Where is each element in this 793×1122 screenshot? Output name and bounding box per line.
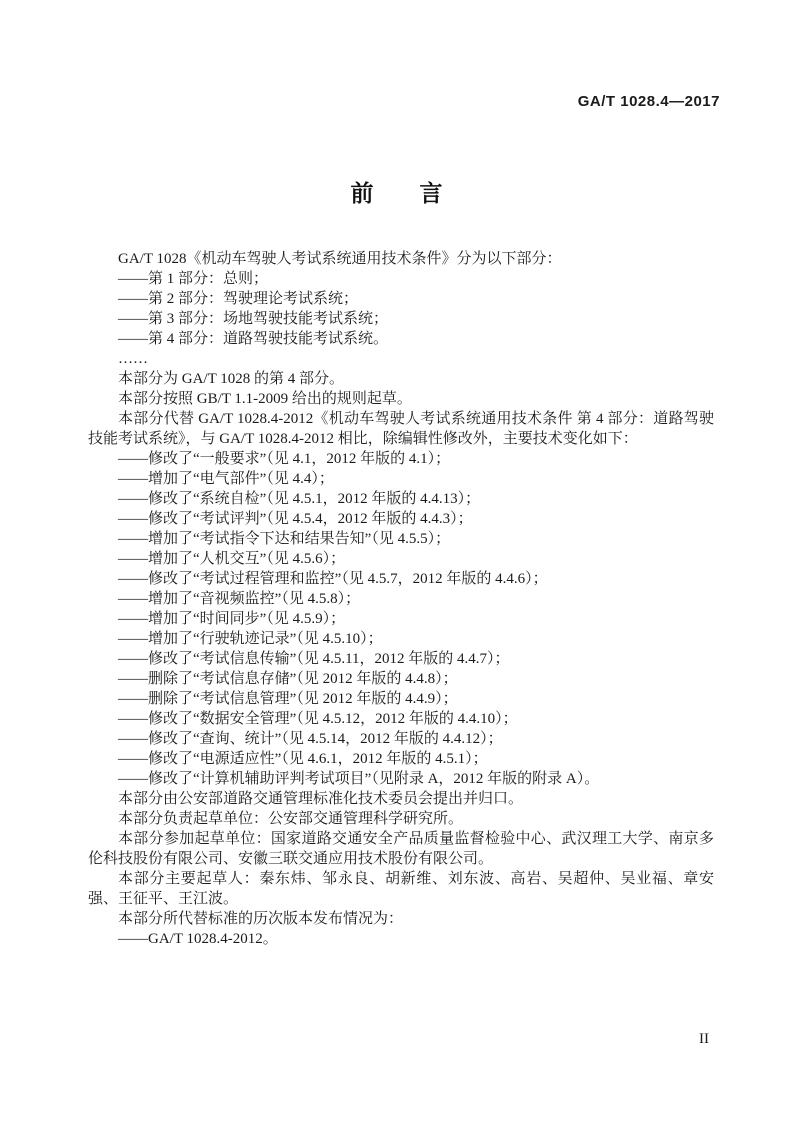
paragraph: 本部分为 GA/T 1028 的第 4 部分。 xyxy=(118,371,344,387)
paragraph: 本部分所代替标准的历次版本发布情况为： xyxy=(118,911,404,927)
page-title: 前 言 xyxy=(350,180,443,206)
change-list-item: ——增加了“人机交互”（见 4.5.6）； xyxy=(118,551,346,567)
change-list-item: ——修改了“考试过程管理和监控”（见 4.5.7，2012 年版的 4.4.6）； xyxy=(118,571,548,587)
part-list-item: ——第 4 部分：道路驾驶技能考试系统。 xyxy=(118,331,389,347)
change-list-item: ——修改了“考试评判”（见 4.5.4，2012 年版的 4.4.3）； xyxy=(118,511,473,527)
history-list-item: ——GA/T 1028.4-2012。 xyxy=(118,931,278,947)
change-list-item: ——增加了“考试指令下达和结果告知”（见 4.5.5）； xyxy=(118,531,451,547)
change-list-item: ——修改了“系统自检”（见 4.5.1，2012 年版的 4.4.13）； xyxy=(118,491,481,507)
change-list-item: ——删除了“考试信息管理”（见 2012 年版的 4.4.9）； xyxy=(118,691,458,707)
part-list-item: ——第 1 部分：总则； xyxy=(118,271,269,287)
change-list-item: ——增加了“音视频监控”（见 4.5.8）； xyxy=(118,591,361,607)
paragraph: 本部分负责起草单位：公安部交通管理科学研究所。 xyxy=(118,811,464,827)
change-list-item: ——修改了“数据安全管理”（见 4.5.12，2012 年版的 4.4.10）； xyxy=(118,711,518,727)
change-list-item: ——增加了“行驶轨迹记录”（见 4.5.10）； xyxy=(118,631,383,647)
paragraph: 本部分主要起草人：秦东炜、邹永良、胡新维、刘东波、高岩、吴超仲、吴业福、章安强、王征平、王江波。 xyxy=(88,871,714,907)
change-list-item: ——修改了“考试信息传输”（见 4.5.11，2012 年版的 4.4.7）； xyxy=(118,651,510,667)
intro-paragraph: GA/T 1028《机动车驾驶人考试系统通用技术条件》分为以下部分： xyxy=(118,251,562,267)
paragraph: 本部分按照 GB/T 1.1-2009 给出的规则起草。 xyxy=(118,391,412,407)
change-list-item: ——修改了“电源适应性”（见 4.6.1，2012 年版的 4.5.1）； xyxy=(118,751,488,767)
standard-number: GA/T 1028.4—2017 xyxy=(577,93,720,110)
change-list-item: ——修改了“计算机辅助评判考试项目”（见附录 A，2012 年版的附录 A）。 xyxy=(118,771,600,787)
change-list-item: ——修改了“一般要求”（见 4.1，2012 年版的 4.1）； xyxy=(118,451,451,467)
part-list-item: ——第 3 部分：场地驾驶技能考试系统； xyxy=(118,311,389,327)
change-list-item: ——增加了“电气部件”（见 4.4）； xyxy=(118,471,334,487)
foreword-body xyxy=(88,249,714,949)
paragraph: 本部分由公安部道路交通管理标准化技术委员会提出并归口。 xyxy=(118,791,524,807)
ellipsis-line: …… xyxy=(118,351,148,367)
paragraph: 本部分代替 GA/T 1028.4-2012《机动车驾驶人考试系统通用技术条件 第 4 部分：道路驾驶技能考试系统》，与 GA/T 1028.4-2012 相比，除编辑性修改外，主要技术变化如下： xyxy=(88,411,714,447)
change-list-item: ——删除了“考试信息存储”（见 2012 年版的 4.4.8）； xyxy=(118,671,458,687)
paragraph: 本部分参加起草单位：国家道路交通安全产品质量监督检验中心、武汉理工大学、南京多伦科技股份有限公司、安徽三联交通应用技术股份有限公司。 xyxy=(88,831,714,867)
change-list-item: ——修改了“查询、统计”（见 4.5.14，2012 年版的 4.4.12）； xyxy=(118,731,503,747)
change-list-item: ——增加了“时间同步”（见 4.5.9）； xyxy=(118,611,346,627)
page-number: II xyxy=(699,1031,709,1047)
part-list-item: ——第 2 部分：驾驶理论考试系统； xyxy=(118,291,359,307)
